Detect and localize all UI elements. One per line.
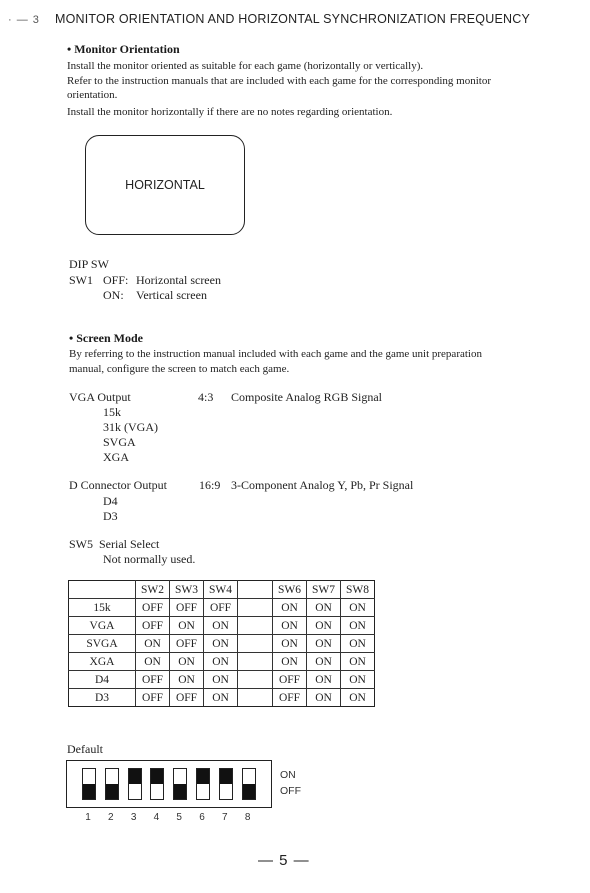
default-label: Default: [67, 742, 103, 756]
table-row: [69, 617, 375, 635]
d-connector-label: D Connector Output: [69, 478, 167, 492]
dip-switch-6-on: [196, 768, 210, 800]
dip-switch-2-off: [105, 768, 119, 800]
orientation-paragraph-1: Install the monitor oriented as suitable for each game (horizontally or vertically).: [67, 60, 424, 72]
table-cell: OFF: [136, 599, 170, 617]
dip-switch-knob: [174, 784, 186, 799]
dip-switch-3-on: [128, 768, 142, 800]
d-connector-signal: 3-Component Analog Y, Pb, Pr Signal: [231, 478, 414, 492]
table-row: [69, 653, 375, 671]
screen-mode-paragraph-b: manual, configure the screen to match each game.: [69, 363, 290, 375]
vga-mode-svga: SVGA: [103, 435, 136, 449]
table-header-cell: SW4: [204, 581, 238, 599]
screen-mode-paragraph-a: By referring to the instruction manual included with each game and the game unit preparation: [69, 348, 482, 360]
table-cell: OFF: [170, 689, 204, 707]
screen-mode-heading: • Screen Mode: [69, 331, 143, 345]
table-cell: ON: [170, 671, 204, 689]
table-header-cell: SW2: [136, 581, 170, 599]
dip-switch-number: 2: [108, 812, 114, 823]
table-header-cell: SW6: [273, 581, 307, 599]
table-cell: ON: [204, 617, 238, 635]
vga-output-signal: Composite Analog RGB Signal: [231, 390, 383, 404]
dip-on-label: ON: [280, 769, 296, 781]
dip-switch-number: 5: [176, 812, 182, 823]
orientation-paragraph-2b: orientation.: [67, 89, 118, 101]
table-cell: OFF: [136, 671, 170, 689]
default-dip-switch-block: [66, 760, 272, 808]
table-cell: ON: [273, 653, 307, 671]
table-cell: ON: [341, 653, 375, 671]
sw1-on-value: Vertical screen: [136, 288, 207, 302]
table-cell: ON: [170, 617, 204, 635]
dip-switch-1-off: [82, 768, 96, 800]
dip-switch-7-on: [219, 768, 233, 800]
table-gap-cell: [238, 671, 273, 689]
sw1-label: SW1: [69, 273, 93, 287]
table-header-cell: SW8: [341, 581, 375, 599]
table-header-row: [69, 581, 375, 599]
monitor-diagram: [85, 135, 245, 235]
table-row: [69, 671, 375, 689]
dip-sw-title: DIP SW: [69, 257, 109, 271]
table-cell: ON: [136, 653, 170, 671]
table-cell: OFF: [273, 671, 307, 689]
vga-mode-15k: 15k: [103, 405, 121, 419]
table-cell: OFF: [273, 689, 307, 707]
table-cell: OFF: [204, 599, 238, 617]
corner-mark: · — 3: [8, 14, 40, 26]
sw5-label: SW5 Serial Select: [69, 537, 160, 551]
table-cell: ON: [273, 635, 307, 653]
dip-switch-8-off: [242, 768, 256, 800]
vga-output-label: VGA Output: [69, 390, 131, 404]
sw1-off-value: Horizontal screen: [136, 273, 221, 287]
table-cell: ON: [204, 671, 238, 689]
vga-output-ratio: 4:3: [198, 390, 214, 404]
table-row: [69, 689, 375, 707]
dip-switch-knob: [83, 784, 95, 799]
dip-switch-knob: [129, 769, 141, 784]
sw5-note: Not normally used.: [103, 552, 196, 566]
table-cell: ON: [307, 617, 341, 635]
table-cell: ON: [273, 617, 307, 635]
dip-off-label: OFF: [280, 785, 301, 797]
d-connector-mode-d4: D4: [103, 494, 118, 508]
dip-switch-knob: [220, 769, 232, 784]
dip-switch-number: 6: [199, 812, 205, 823]
table-mode-cell: D4: [69, 671, 136, 689]
table-row: [69, 635, 375, 653]
table-header-corner: [69, 581, 136, 599]
orientation-paragraph-3: Install the monitor horizontally if there are no notes regarding orientation.: [67, 106, 393, 118]
table-cell: ON: [204, 689, 238, 707]
table-header-cell: SW7: [307, 581, 341, 599]
table-header-cell: SW3: [170, 581, 204, 599]
table-cell: ON: [341, 689, 375, 707]
table-cell: ON: [341, 635, 375, 653]
table-cell: ON: [307, 689, 341, 707]
monitor-diagram-label: HORIZONTAL: [125, 178, 205, 192]
table-cell: ON: [273, 599, 307, 617]
table-cell: ON: [307, 653, 341, 671]
table-mode-cell: XGA: [69, 653, 136, 671]
table-cell: OFF: [170, 635, 204, 653]
dip-switch-number: 4: [153, 812, 160, 823]
table-gap-cell: [238, 653, 273, 671]
table-gap-cell: [238, 581, 273, 599]
d-connector-ratio: 16:9: [199, 478, 221, 492]
table-gap-cell: [238, 635, 273, 653]
table-cell: ON: [170, 653, 204, 671]
dip-switch-knob: [243, 784, 255, 799]
switch-setting-table: [68, 580, 375, 707]
dip-switch-number: 3: [130, 812, 137, 823]
table-cell: ON: [204, 635, 238, 653]
dip-switch-number: 7: [222, 812, 228, 823]
table-gap-cell: [238, 689, 273, 707]
table-cell: OFF: [136, 689, 170, 707]
table-mode-cell: D3: [69, 689, 136, 707]
table-cell: ON: [204, 653, 238, 671]
table-mode-cell: VGA: [69, 617, 136, 635]
table-cell: ON: [136, 635, 170, 653]
orientation-paragraph-2a: Refer to the instruction manuals that are included with each game for the corresponding monitor: [67, 75, 491, 87]
table-cell: OFF: [170, 599, 204, 617]
dip-switch-knob: [106, 784, 118, 799]
page-number: — 5 —: [258, 852, 310, 869]
table-row: [69, 599, 375, 617]
table-cell: ON: [307, 671, 341, 689]
dip-switch-4-on: [150, 768, 164, 800]
vga-mode-xga: XGA: [103, 450, 129, 464]
dip-switch-knob: [197, 769, 209, 784]
table-gap-cell: [238, 599, 273, 617]
dip-switch-number: 1: [85, 812, 91, 823]
dip-switch-knob: [151, 769, 163, 784]
table-gap-cell: [238, 617, 273, 635]
dip-switch-5-off: [173, 768, 187, 800]
monitor-orientation-heading: • Monitor Orientation: [67, 42, 180, 56]
dip-switch-number: 8: [244, 812, 251, 823]
table-mode-cell: 15k: [69, 599, 136, 617]
table-cell: OFF: [136, 617, 170, 635]
page-title: MONITOR ORIENTATION AND HORIZONTAL SYNCHRONIZATION FREQUENCY: [55, 12, 530, 26]
table-cell: ON: [341, 671, 375, 689]
sw1-on-label: ON:: [103, 288, 124, 302]
table-mode-cell: SVGA: [69, 635, 136, 653]
d-connector-mode-d3: D3: [103, 509, 118, 523]
sw1-off-label: OFF:: [103, 273, 129, 287]
table-cell: ON: [341, 617, 375, 635]
table-cell: ON: [341, 599, 375, 617]
table-cell: ON: [307, 635, 341, 653]
vga-mode-31k: 31k (VGA): [103, 420, 158, 434]
table-cell: ON: [307, 599, 341, 617]
